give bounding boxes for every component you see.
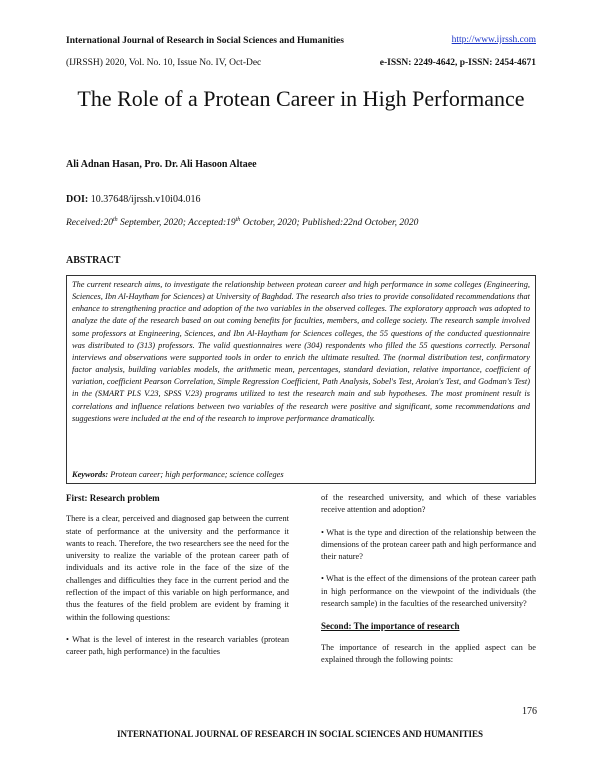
keywords-label: Keywords: [72,470,109,479]
issue-info: (IJRSSH) 2020, Vol. No. 10, Issue No. IV, Oct-Dec [66,58,262,68]
keywords-value: Protean career; high performance; science colleges [108,470,284,479]
section-heading-research-problem: First: Research problem [66,493,160,503]
bullet-paragraph: • What is the level of interest in the research variables (protean career path, high performance) in the faculties [66,634,289,657]
page-footer: INTERNATIONAL JOURNAL OF RESEARCH IN SOCIAL SCIENCES AND HUMANITIES [116,729,484,739]
abstract-text: The current research aims, to investigate the relationship between protean career and high performance in some colleges (Engineering, Sciences, Ibn Al-Haytham for Sciences) at University of Baghdad. The research also tries to provide consolidated recommendations that enhance to strengthening practice and adoption of the two variables in the observed colleges. The exploratory approach was adopted to analyze the date of the research based on out coming benefits for faculties, members, and college society. The research sample involved some professors at Engineering, Sciences, and Ibn Al-Haytham for Sciences colleges, the 55 questions of the conducted questionnaire was distributed to (313) professors. The valid questionnaires were (304) respondents who filled the 55 questions correctly. Personal interviews and observations were supported tools in order to enrich the ultimate resulted. The (normal distribution test, confirmatory factor analysis, building variables models, the arithmetic mean, percentages, standard deviation, relative importance, coefficient of variation, coefficient Pearson Correlation, Simple Regression Coefficient, Path Analysis, Sobel's Test, Aroian's Test, and Godman's Test) in the (SMART PLS V.23, SPSS V.23) programs utilized to test the research main and sub hypotheses. The most prominent result is correlations and influence relations between two variables of the research were positive and significant, some recommendations and suggestions were included at the end of the research to improve performance dramatically. [72,280,530,423]
doi-line [66,194,200,205]
published-text: October, 2020; Published:22nd October, 2020 [240,218,419,229]
keywords [72,470,284,479]
bullet-paragraph: • What is the effect of the dimensions of the protean career path in high performance on the viewpoint of the individuals (the research sample) in the faculties of the researched university? [321,574,536,609]
authors: Ali Adnan Hasan, Pro. Dr. Ali Hasoon Altaee [66,159,257,170]
publication-dates [66,217,418,228]
journal-url-link[interactable]: http://www.ijrssh.com [451,35,536,45]
paragraph: The importance of research in the applied aspect can be explained through the following points: [321,642,536,664]
journal-name: International Journal of Research in Social Sciences and Humanities [66,36,344,46]
abstract-box [66,275,536,484]
accepted-sup: th [235,217,241,223]
paragraph: of the researched university, and which of these variables receive attention and adoption? [321,493,536,515]
accepted-text: September, 2020; Accepted:19 [117,218,236,229]
issn-info: e-ISSN: 2249-4642, p-ISSN: 2454-4671 [379,58,536,68]
paragraph: There is a clear, perceived and diagnosed gap between the current state of performance at the university and the performance it wants to reach. Therefore, the two researchers see the need for the university to realize the variable of the protean career path of individuals and its active role in the face of the size of the challenges and difficulties they face in the current period and the reflection of the impact of this variable on high performance, and thus the features of the field problem are evident by framing it within the following questions: [66,514,289,622]
bullet-paragraph: • What is the type and direction of the relationship between the dimensions of the protean career path and high performance and their nature? [321,527,536,562]
abstract-heading: ABSTRACT [66,255,121,266]
page-number: 176 [522,706,537,717]
right-column [321,492,536,676]
received-sup: th [112,217,118,223]
doi-label: DOI: [66,194,89,205]
section-heading-importance: Second: The importance of research [321,621,460,632]
doi-value: 10.37648/ijrssh.v10i04.016 [90,194,201,205]
left-column [66,492,289,669]
paper-title: The Role of a Protean Career in High Performance [77,86,525,111]
received-text: Received:20 [66,218,113,229]
